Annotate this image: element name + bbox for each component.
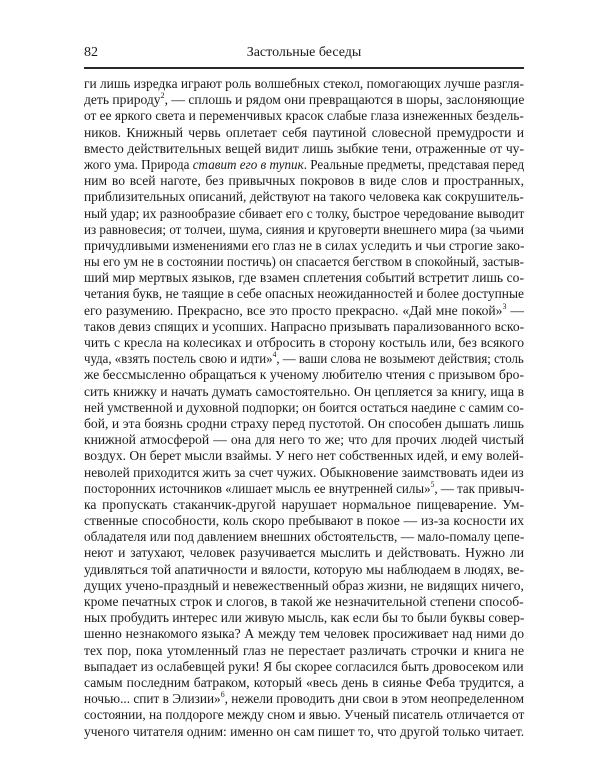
text-line: [84, 626, 524, 642]
text-segment: ны его ум не в состоянии постичь) он спасается бегством в спокойный, застыв-: [84, 254, 524, 270]
page-number: 82: [84, 45, 98, 60]
text-segment: причудливыми изменениями его глаз не в силах уследить и чьи строгие зако-: [84, 237, 525, 253]
text-segment: же бессмысленно обращаться к ученому любителю чтения с призывом бро-: [84, 367, 524, 383]
text-segment: шенно незнакомого языка? А между тем человек просиживает над ними до: [84, 626, 524, 642]
footnote-ref: 6: [220, 690, 225, 700]
text-segment: неют и затухают, человек разучивается мыслить и действовать. Нужно ли: [84, 545, 524, 561]
text-line: [84, 254, 524, 270]
text-segment: книжной атмосферой — она для него то же; что для прочих людей чистый: [84, 432, 524, 448]
text-segment: из равновесия; от толчеи, шума, сияния и круговерти внешнего мира (за чьими: [84, 221, 524, 237]
text-segment: сить книжку и начать думать самостоятельно. Он цепляется за книгу, ища в: [84, 383, 524, 399]
text-line: [84, 562, 524, 578]
text-line: [84, 367, 524, 383]
text-line: [84, 545, 524, 561]
text-segment: деть природу: [84, 92, 161, 108]
text-line: [84, 690, 525, 707]
footnote-ref: 4: [272, 350, 277, 360]
text-segment: , нежели проводить дни свои в этом неопределенном: [224, 691, 525, 707]
running-header: [84, 45, 524, 65]
text-line: [84, 221, 524, 238]
text-segment: вместо действительных вещей видит лишь зыбкие тени, отраженные от чу-: [84, 140, 524, 156]
text-line: [84, 156, 525, 173]
text-segment: ги лишь изредка играют роль волшебных стекол, помогающих лучше разгля-: [84, 76, 524, 91]
text-segment: ший мир мертвых языков, где взамен сплетения событий встретит лишь со-: [84, 270, 524, 286]
text-segment: чуда, «взять постель свою и идти»: [84, 351, 273, 367]
text-line: [84, 108, 524, 124]
text-segment: ночью... спит в Элизии»: [84, 691, 221, 707]
text-line: [84, 286, 525, 302]
header-rule: [84, 67, 524, 69]
text-line: [84, 497, 524, 513]
text-segment: бой, и эта боязнь сродни страху перед пустотой. Он способен дышать лишь: [84, 415, 524, 431]
footnote-ref: 3: [502, 301, 507, 311]
text-line: [84, 335, 524, 351]
text-segment: от ее яркого света и переменчивых красок слабые глаза изнеженных бездель-: [84, 108, 524, 124]
text-line: [84, 448, 522, 464]
text-line: [84, 384, 524, 400]
text-line: [84, 173, 524, 189]
text-segment: жого ума. Природа: [84, 156, 193, 172]
footnote-ref: 2: [160, 91, 165, 101]
text-line: [84, 432, 524, 448]
text-line: [84, 643, 524, 659]
text-line: [84, 513, 524, 529]
body-text: [84, 76, 524, 740]
text-line: [84, 125, 524, 141]
text-segment: ним во всей наготе, без привычных покровов в виде слов и пространных,: [84, 173, 524, 189]
text-segment: состоянии, на полдороге между сном и явью. Ученый писатель отличается от: [84, 707, 525, 723]
footnote-ref: 5: [430, 479, 435, 489]
text-segment: , — так привыч-: [434, 480, 525, 496]
text-segment: обладателя или под давлением внешних обстоятельств, — мало-помалу цепе-: [84, 529, 525, 545]
text-line: [84, 270, 524, 286]
text-segment: удивляться той апатичности и вялости, которую мы наблюдаем в людях, ве-: [84, 561, 524, 577]
text-line: [84, 76, 524, 92]
text-line: [84, 479, 525, 497]
text-line: [84, 319, 524, 335]
text-segment: ней умственной и духовной подпорки; он боится остаться наедине с самим со-: [84, 399, 524, 415]
text-line: [84, 707, 525, 723]
text-segment: , — сплошь и рядом они превращаются в шоры, заслоняющие: [164, 92, 525, 108]
text-segment: неволей приходится жить за счет чужих. Обыкновение заимствовать идеи из: [84, 464, 524, 480]
text-segment: ственные способности, коль скоро пребывают в покое — из-за косности их: [84, 513, 524, 529]
text-line: [84, 529, 525, 545]
text-line: [84, 594, 523, 610]
text-segment: чить с кресла на колесиках и отбросить в сторону костыль или, без всякого: [84, 335, 524, 350]
text-segment: его разумению. Прекрасно, все это просто прекрасно. «Дай мне покой»: [84, 302, 503, 318]
text-line: [84, 399, 524, 416]
text-line: [84, 610, 525, 626]
text-line: [84, 303, 524, 319]
text-line: [84, 350, 524, 367]
text-segment: приблизительных описаний, действуют на такого человека как сокрушитель-: [84, 189, 524, 205]
text-line: [84, 141, 524, 157]
text-segment: тех пор, пока утомленный глаз не перестает различать строчки и книга не: [84, 642, 524, 658]
text-segment: воздух. Он берет мысли взаймы. У него нет собственных идей, и ему волей-: [84, 448, 524, 464]
text-line: [84, 658, 524, 675]
text-segment: . Реальные предметы, представая перед: [303, 156, 525, 172]
text-segment: ников. Книжный червь оплетает себя паутиной словесной премудрости и: [84, 124, 524, 140]
text-line: [84, 237, 525, 254]
text-segment: ных пробудить интерес или живую мысль, как если бы то были буквы совер-: [84, 610, 525, 626]
text-segment: таков девиз спящих и усопших. Напрасно призывать парализованного вско-: [84, 318, 525, 334]
text-segment: ученого читателя одним: именно он сам пишет то, что другой только читает.: [84, 723, 525, 739]
italic-text: ставит его в тупик: [192, 156, 304, 172]
text-segment: выпадает из ослабевщей руки! Я бы скорее согласился быть дровосеком или: [84, 658, 524, 674]
text-line: [84, 464, 524, 481]
text-segment: кроме печатных строк и слогов, в такой же незначительной степени способ-: [84, 594, 524, 609]
text-line: [84, 675, 524, 691]
text-line: [84, 205, 525, 222]
text-segment: самым последним батраком, который «весь день в сиянье Феба трудится, а: [84, 674, 524, 690]
text-segment: посторонних источников «лишает мысль ее внутренней силы»: [84, 480, 431, 496]
running-title: Застольные беседы: [246, 45, 362, 60]
text-segment: дущих учено-праздный и невежественный образ жизни, не видящих ничего,: [84, 577, 524, 593]
text-segment: , — ваши слова не возымеют действия; столь: [276, 351, 524, 367]
text-line: [84, 416, 524, 432]
text-segment: четания букв, не таящие в себе опасных неожиданностей и более доступные: [84, 286, 525, 302]
text-line: [84, 723, 525, 740]
text-line: [84, 577, 524, 594]
text-segment: —: [506, 302, 524, 318]
text-line: [84, 189, 524, 205]
text-line: [84, 92, 523, 108]
text-segment: ный удар; их разнообразие сбивает его с толку, быстрое чередование выводит: [84, 205, 525, 221]
text-segment: ка пропускать стаканчик-другой нарушает нормальное пищеварение. Ум-: [84, 496, 524, 512]
